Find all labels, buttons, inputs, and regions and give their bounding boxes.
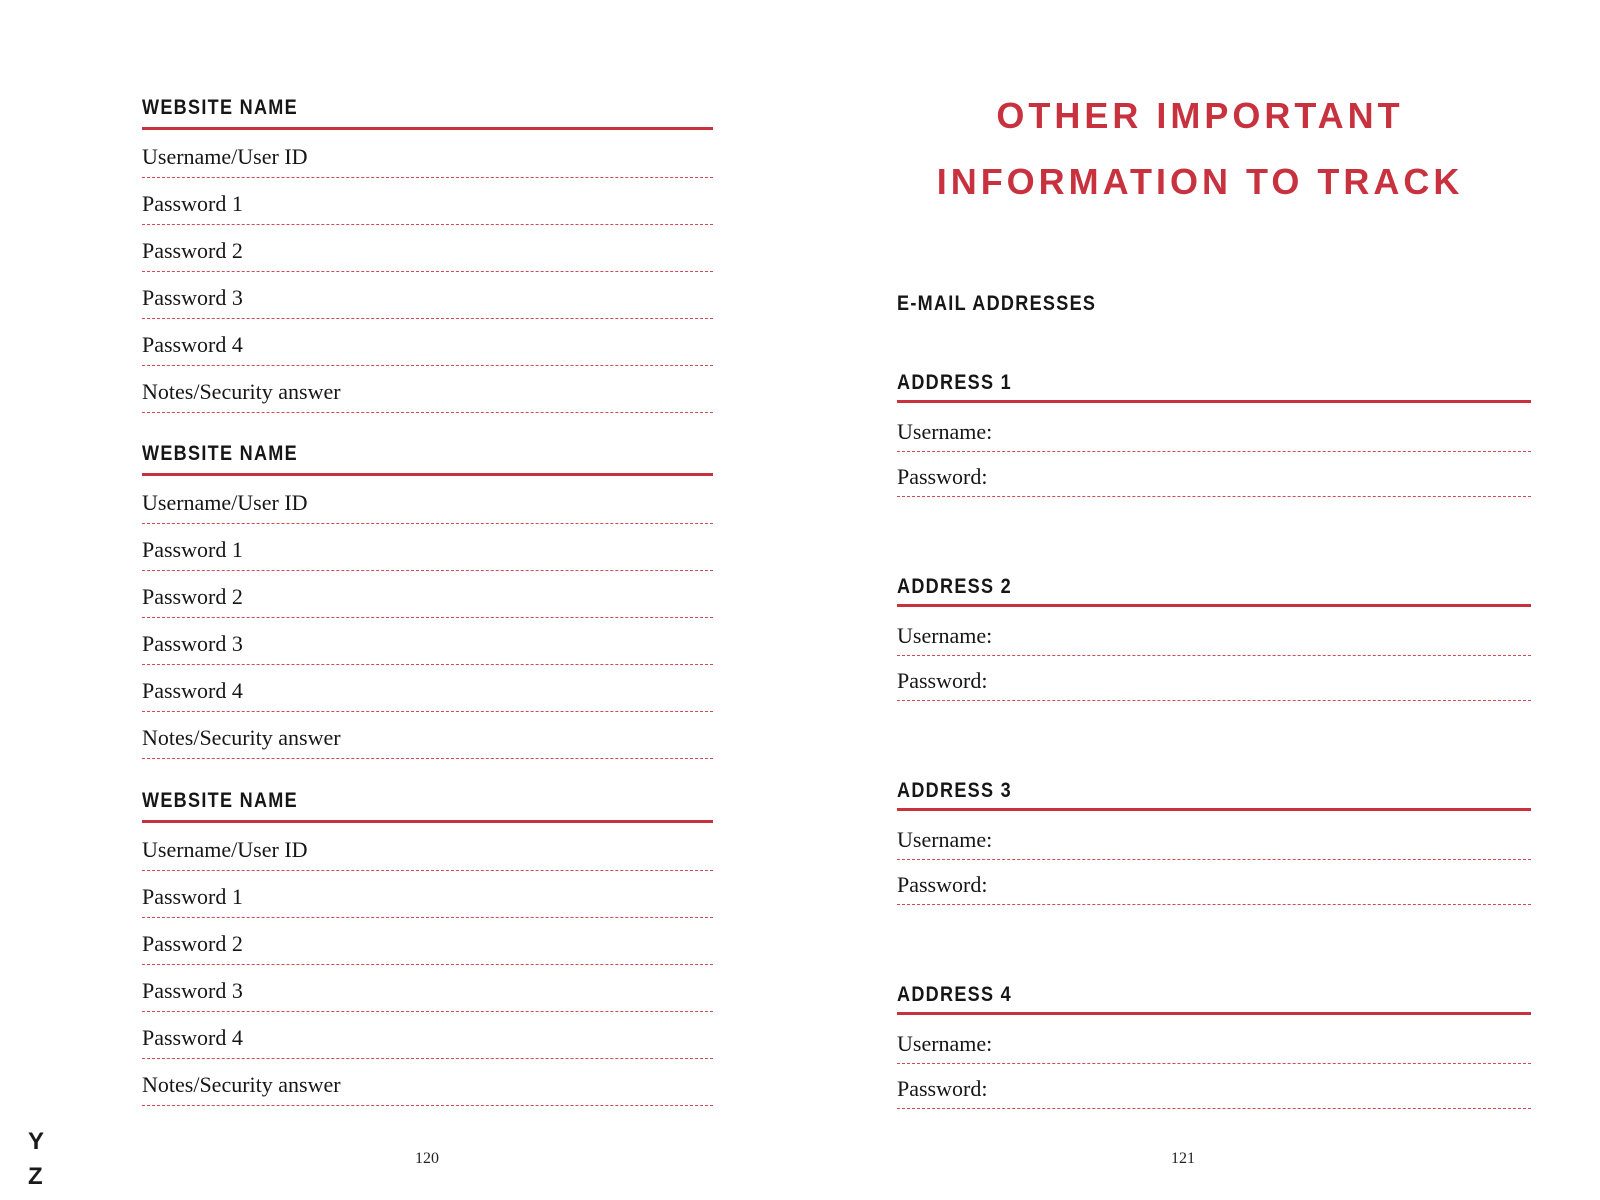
heading-underline xyxy=(897,604,1531,607)
password-1-label: Password 1 xyxy=(142,191,243,216)
username-write-line[interactable] xyxy=(897,1063,1531,1064)
address-heading: ADDRESS 1 xyxy=(897,371,1012,394)
notes-label: Notes/Security answer xyxy=(142,725,341,750)
heading-underline xyxy=(142,820,713,823)
heading-underline xyxy=(142,127,713,130)
password-1-write-line[interactable] xyxy=(142,224,713,225)
notes-write-line[interactable] xyxy=(142,1105,713,1106)
username-field-label: Username/User ID xyxy=(142,144,308,169)
password-1-write-line[interactable] xyxy=(142,917,713,918)
address-heading: ADDRESS 3 xyxy=(897,779,1012,802)
email-section-heading: E-MAIL ADDRESSES xyxy=(897,292,1097,315)
page-title-line-1: OTHER IMPORTANT xyxy=(996,95,1404,136)
password-3-write-line[interactable] xyxy=(142,318,713,319)
username-field-label: Username/User ID xyxy=(142,837,308,862)
heading-underline xyxy=(897,400,1531,403)
notes-label: Notes/Security answer xyxy=(142,1072,341,1097)
username-label: Username: xyxy=(897,1031,993,1056)
alphabet-tab-letter: Y xyxy=(28,1128,45,1155)
password-write-line[interactable] xyxy=(897,1108,1531,1109)
heading-underline xyxy=(142,473,713,476)
password-3-label: Password 3 xyxy=(142,631,243,656)
username-label: Username: xyxy=(897,827,993,852)
password-4-write-line[interactable] xyxy=(142,1058,713,1059)
username-field-label: Username/User ID xyxy=(142,490,308,515)
username-write-line[interactable] xyxy=(897,859,1531,860)
password-label: Password: xyxy=(897,1076,988,1101)
username-write-line[interactable] xyxy=(142,870,713,871)
username-write-line[interactable] xyxy=(897,655,1531,656)
address-heading: ADDRESS 2 xyxy=(897,575,1012,598)
password-2-write-line[interactable] xyxy=(142,617,713,618)
website-name-heading: WEBSITE NAME xyxy=(142,442,298,465)
username-label: Username: xyxy=(897,623,993,648)
password-4-label: Password 4 xyxy=(142,1025,243,1050)
password-4-label: Password 4 xyxy=(142,678,243,703)
password-2-label: Password 2 xyxy=(142,238,243,263)
notes-write-line[interactable] xyxy=(142,412,713,413)
password-write-line[interactable] xyxy=(897,700,1531,701)
password-1-write-line[interactable] xyxy=(142,570,713,571)
password-3-label: Password 3 xyxy=(142,285,243,310)
website-name-heading: WEBSITE NAME xyxy=(142,96,298,119)
password-3-label: Password 3 xyxy=(142,978,243,1003)
username-write-line[interactable] xyxy=(142,523,713,524)
notes-label: Notes/Security answer xyxy=(142,379,341,404)
username-write-line[interactable] xyxy=(142,177,713,178)
password-label: Password: xyxy=(897,668,988,693)
password-3-write-line[interactable] xyxy=(142,664,713,665)
page-title-line-2: INFORMATION TO TRACK xyxy=(936,161,1464,202)
password-4-label: Password 4 xyxy=(142,332,243,357)
notes-write-line[interactable] xyxy=(142,758,713,759)
password-4-write-line[interactable] xyxy=(142,365,713,366)
username-label: Username: xyxy=(897,419,993,444)
heading-underline xyxy=(897,1012,1531,1015)
password-2-label: Password 2 xyxy=(142,584,243,609)
password-3-write-line[interactable] xyxy=(142,1011,713,1012)
password-label: Password: xyxy=(897,872,988,897)
password-write-line[interactable] xyxy=(897,496,1531,497)
username-write-line[interactable] xyxy=(897,451,1531,452)
password-4-write-line[interactable] xyxy=(142,711,713,712)
heading-underline xyxy=(897,808,1531,811)
password-1-label: Password 1 xyxy=(142,537,243,562)
password-2-write-line[interactable] xyxy=(142,964,713,965)
website-name-heading: WEBSITE NAME xyxy=(142,789,298,812)
password-2-label: Password 2 xyxy=(142,931,243,956)
password-2-write-line[interactable] xyxy=(142,271,713,272)
page-number: 121 xyxy=(1171,1150,1195,1167)
password-1-label: Password 1 xyxy=(142,884,243,909)
page-number: 120 xyxy=(415,1150,439,1167)
alphabet-tab-letter: Z xyxy=(28,1163,43,1190)
address-heading: ADDRESS 4 xyxy=(897,983,1012,1006)
password-write-line[interactable] xyxy=(897,904,1531,905)
right-page xyxy=(800,0,1600,1200)
password-label: Password: xyxy=(897,464,988,489)
